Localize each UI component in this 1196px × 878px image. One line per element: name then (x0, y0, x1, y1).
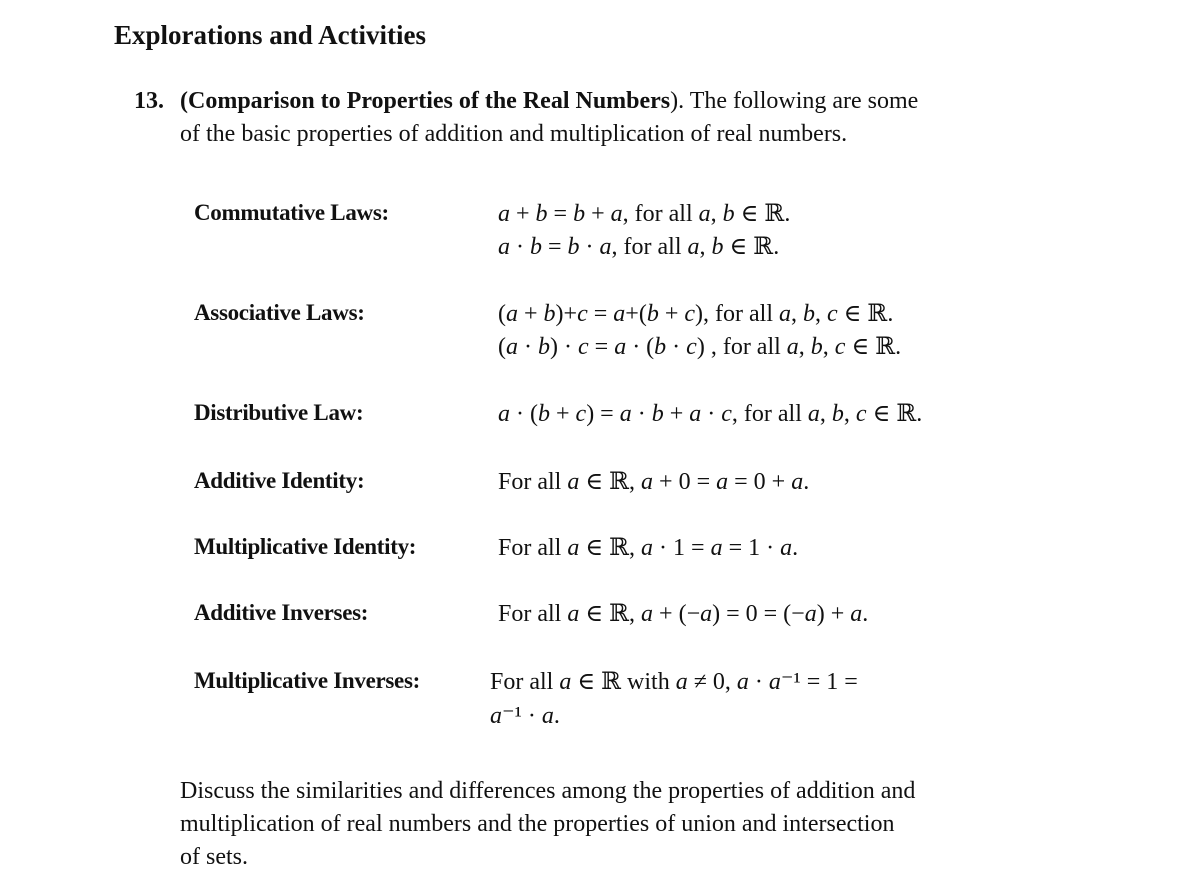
property-label-multiplicative-inverses: Multiplicative Inverses: (194, 668, 420, 693)
exercise-intro-text: ). The following are some (670, 88, 919, 114)
property-label-associative: Associative Laws: (194, 300, 365, 325)
exercise-title: (Comparison to Properties of the Real Numbers (180, 88, 671, 114)
formula-associative-addition: (a + b)+c = a+(b + c), for all a, b, c ∈ ℝ. (498, 301, 894, 327)
property-label-commutative: Commutative Laws: (194, 200, 389, 225)
property-label-multiplicative-identity: Multiplicative Identity: (194, 534, 417, 559)
discussion-line-3: of sets. (180, 844, 248, 870)
discussion-line-2: multiplication of real numbers and the properties of union and intersection (180, 811, 895, 837)
property-label-distributive: Distributive Law: (194, 400, 364, 425)
formula-additive-identity: For all a ∈ ℝ, a + 0 = a = 0 + a. (498, 469, 810, 495)
exercise-number: 13. (134, 88, 164, 114)
formula-commutative-addition: a + b = b + a, for all a, b ∈ ℝ. (498, 201, 791, 227)
property-label-additive-inverses: Additive Inverses: (194, 600, 369, 625)
formula-multiplicative-inverses-line-1: For all a ∈ ℝ with a ≠ 0, a · a⁻¹ = 1 = (490, 669, 858, 695)
formula-distributive: a · (b + c) = a · b + a · c, for all a, b, c ∈ ℝ. (498, 401, 923, 427)
property-label-additive-identity: Additive Identity: (194, 468, 365, 493)
formula-additive-inverses: For all a ∈ ℝ, a + (−a) = 0 = (−a) + a. (498, 601, 869, 627)
section-heading: Explorations and Activities (114, 20, 427, 50)
formula-multiplicative-inverses-line-2: a⁻¹ · a. (490, 703, 560, 729)
formula-multiplicative-identity: For all a ∈ ℝ, a · 1 = a = 1 · a. (498, 535, 799, 561)
exercise-intro-line-2: of the basic properties of addition and multiplication of real numbers. (180, 121, 848, 147)
formula-commutative-multiplication: a · b = b · a, for all a, b ∈ ℝ. (498, 234, 780, 260)
formula-associative-multiplication: (a · b) · c = a · (b · c) , for all a, b, c ∈ ℝ. (498, 334, 902, 360)
exercise-intro-line-1 (180, 88, 918, 115)
discussion-line-1: Discuss the similarities and differences among the properties of addition and (180, 778, 916, 804)
